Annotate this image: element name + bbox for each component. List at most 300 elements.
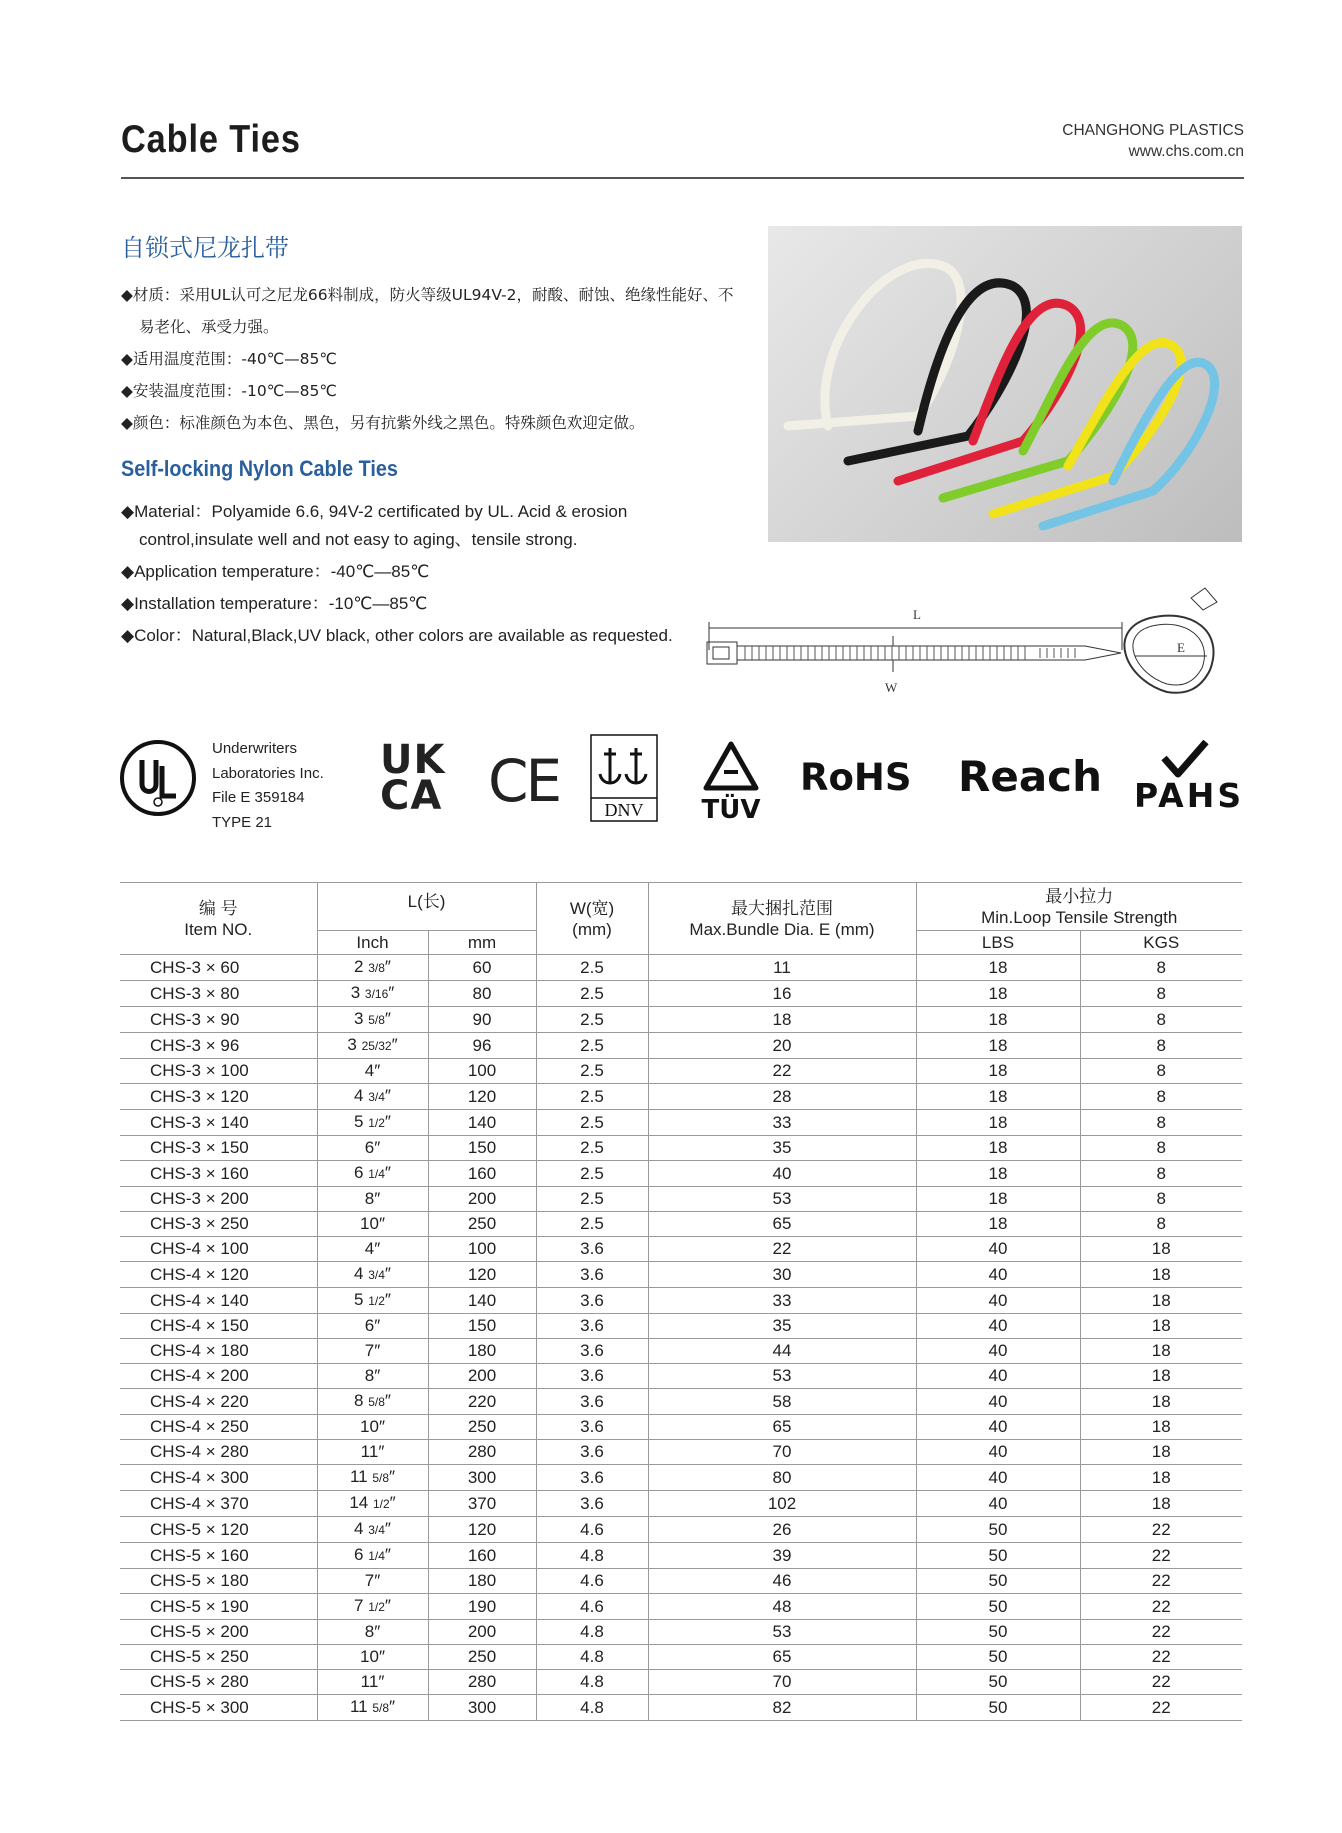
mm-cell: 100 bbox=[428, 1237, 536, 1262]
mm-cell: 160 bbox=[428, 1161, 536, 1187]
item-number-cell: CHS-5 × 160 bbox=[120, 1543, 317, 1569]
item-number-cell: CHS-4 × 180 bbox=[120, 1339, 317, 1364]
width-cell: 3.6 bbox=[536, 1364, 648, 1389]
item-number-cell: CHS-3 × 250 bbox=[120, 1212, 317, 1237]
mm-cell: 200 bbox=[428, 1187, 536, 1212]
tensile-header bbox=[916, 883, 1242, 931]
item-number-cell: CHS-4 × 140 bbox=[120, 1288, 317, 1314]
item-number-cell: CHS-4 × 150 bbox=[120, 1314, 317, 1339]
item-number-cell: CHS-4 × 200 bbox=[120, 1364, 317, 1389]
mm-cell: 300 bbox=[428, 1465, 536, 1491]
bundle-dia-cell: 33 bbox=[648, 1288, 916, 1314]
inch-cell: 3 25/32″ bbox=[317, 1033, 428, 1059]
item-number-cell: CHS-5 × 300 bbox=[120, 1695, 317, 1721]
width-cell: 3.6 bbox=[536, 1314, 648, 1339]
mm-cell: 140 bbox=[428, 1110, 536, 1136]
mm-cell: 190 bbox=[428, 1594, 536, 1620]
mm-cell: 180 bbox=[428, 1569, 536, 1594]
lbs-cell: 50 bbox=[916, 1594, 1080, 1620]
spec-table bbox=[120, 882, 1242, 1721]
mm-cell: 200 bbox=[428, 1620, 536, 1645]
bundle-dia-cell: 48 bbox=[648, 1594, 916, 1620]
width-cell: 2.5 bbox=[536, 955, 648, 981]
inch-cell: 5 1/2″ bbox=[317, 1110, 428, 1136]
inch-whole: 7 bbox=[354, 1596, 364, 1615]
dnv-text: DNV bbox=[604, 800, 644, 820]
width-cell: 3.6 bbox=[536, 1237, 648, 1262]
kgs-cell: 8 bbox=[1080, 1161, 1242, 1187]
inch-whole: 6 bbox=[354, 1545, 364, 1564]
width-cell: 2.5 bbox=[536, 1212, 648, 1237]
bundle-dia-cell: 102 bbox=[648, 1491, 916, 1517]
mm-cell: 80 bbox=[428, 981, 536, 1007]
kgs-cell: 18 bbox=[1080, 1314, 1242, 1339]
table-header-row bbox=[120, 883, 1242, 931]
inch-cell: 11 5/8″ bbox=[317, 1465, 428, 1491]
bundle-dia-cell: 40 bbox=[648, 1161, 916, 1187]
inch-fraction: 5/8 bbox=[368, 1013, 385, 1027]
bundle-dia-cell: 35 bbox=[648, 1314, 916, 1339]
item-number-cell: CHS-5 × 200 bbox=[120, 1620, 317, 1645]
width-header bbox=[536, 883, 648, 955]
inch-fraction: 1/2 bbox=[368, 1294, 385, 1308]
item-number-cell: CHS-5 × 280 bbox=[120, 1670, 317, 1695]
table-row bbox=[120, 1543, 1242, 1569]
item-number-cell: CHS-3 × 100 bbox=[120, 1059, 317, 1084]
mm-cell: 150 bbox=[428, 1314, 536, 1339]
pahs-logo bbox=[1134, 740, 1246, 819]
mm-cell: 100 bbox=[428, 1059, 536, 1084]
item-number-cell: CHS-5 × 180 bbox=[120, 1569, 317, 1594]
inch-cell: 4″ bbox=[317, 1059, 428, 1084]
ul-line: TYPE 21 bbox=[212, 813, 273, 831]
table-row bbox=[120, 1033, 1242, 1059]
inch-cell: 5 1/2″ bbox=[317, 1288, 428, 1314]
bundle-dia-cell: 26 bbox=[648, 1517, 916, 1543]
tuv-text: TÜV bbox=[701, 795, 761, 822]
inch-cell: 2 3/8″ bbox=[317, 955, 428, 981]
kgs-cell: 22 bbox=[1080, 1517, 1242, 1543]
width-cell: 3.6 bbox=[536, 1491, 648, 1517]
inch-whole: 10 bbox=[360, 1647, 379, 1666]
width-cell: 4.6 bbox=[536, 1594, 648, 1620]
lbs-cell: 50 bbox=[916, 1620, 1080, 1645]
width-cell: 2.5 bbox=[536, 1110, 648, 1136]
table-row bbox=[120, 1262, 1242, 1288]
table-row bbox=[120, 1695, 1242, 1721]
lbs-cell: 50 bbox=[916, 1569, 1080, 1594]
width-cell: 3.6 bbox=[536, 1440, 648, 1465]
item-number-cell: CHS-3 × 160 bbox=[120, 1161, 317, 1187]
item-number-cell: CHS-3 × 96 bbox=[120, 1033, 317, 1059]
inch-cell: 8 5/8″ bbox=[317, 1389, 428, 1415]
bundle-dia-cell: 53 bbox=[648, 1364, 916, 1389]
bundle-dia-cell: 82 bbox=[648, 1695, 916, 1721]
inch-fraction: 3/4 bbox=[368, 1523, 385, 1537]
inch-fraction: 1/2 bbox=[372, 1497, 390, 1511]
width-cell: 3.6 bbox=[536, 1465, 648, 1491]
width-cell: 4.6 bbox=[536, 1517, 648, 1543]
mm-cell: 280 bbox=[428, 1670, 536, 1695]
bundle-dia-cell: 80 bbox=[648, 1465, 916, 1491]
table-row bbox=[120, 1569, 1242, 1594]
inch-cell: 7″ bbox=[317, 1339, 428, 1364]
inch-header: Inch bbox=[317, 931, 428, 955]
chinese-heading: 自锁式尼龙扎带 bbox=[121, 234, 289, 262]
tensile-header-cn: 最小拉力 bbox=[1045, 886, 1114, 906]
inch-whole: 5 bbox=[354, 1290, 364, 1309]
bundle-label: E bbox=[1177, 640, 1185, 655]
inch-cell: 8″ bbox=[317, 1364, 428, 1389]
lbs-cell: 18 bbox=[916, 1136, 1080, 1161]
inch-whole: 3 bbox=[347, 1035, 357, 1054]
inch-cell: 7″ bbox=[317, 1569, 428, 1594]
bundle-dia-cell: 39 bbox=[648, 1543, 916, 1569]
inch-cell: 7 1/2″ bbox=[317, 1594, 428, 1620]
table-row bbox=[120, 1110, 1242, 1136]
width-cell: 4.8 bbox=[536, 1645, 648, 1670]
ul-logo bbox=[118, 738, 198, 823]
inch-cell: 6 1/4″ bbox=[317, 1543, 428, 1569]
inch-whole: 8 bbox=[364, 1366, 375, 1385]
chinese-feature-item: ◆材质：采用UL认可之尼龙66料制成，防火等级UL94V-2，耐酸、耐蚀、绝缘性能好、不易老化、承受力强。 bbox=[121, 286, 734, 336]
width-cell: 2.5 bbox=[536, 1007, 648, 1033]
inch-cell: 11″ bbox=[317, 1440, 428, 1465]
bundle-header-cn: 最大捆扎范围 bbox=[731, 898, 833, 918]
bundle-dia-cell: 53 bbox=[648, 1187, 916, 1212]
inch-whole: 4 bbox=[364, 1239, 375, 1258]
item-number-cell: CHS-5 × 190 bbox=[120, 1594, 317, 1620]
inch-whole: 8 bbox=[354, 1391, 364, 1410]
reach-logo: Reach bbox=[958, 752, 1102, 801]
mm-cell: 280 bbox=[428, 1440, 536, 1465]
lbs-cell: 40 bbox=[916, 1415, 1080, 1440]
table-body bbox=[120, 955, 1242, 1721]
lbs-cell: 50 bbox=[916, 1645, 1080, 1670]
inch-cell: 11″ bbox=[317, 1670, 428, 1695]
mm-header: mm bbox=[428, 931, 536, 955]
bundle-dia-cell: 35 bbox=[648, 1136, 916, 1161]
width-cell: 3.6 bbox=[536, 1339, 648, 1364]
inch-fraction: 1/2 bbox=[368, 1600, 385, 1614]
table-row bbox=[120, 1670, 1242, 1695]
inch-cell: 14 1/2″ bbox=[317, 1491, 428, 1517]
inch-whole: 11 bbox=[360, 1672, 379, 1691]
lbs-cell: 18 bbox=[916, 1084, 1080, 1110]
bundle-dia-cell: 28 bbox=[648, 1084, 916, 1110]
ukca-top-text: UK bbox=[380, 737, 446, 783]
kgs-cell: 18 bbox=[1080, 1262, 1242, 1288]
inch-whole: 10 bbox=[360, 1214, 379, 1233]
width-cell: 2.5 bbox=[536, 1161, 648, 1187]
table-row bbox=[120, 1161, 1242, 1187]
bundle-dia-cell: 58 bbox=[648, 1389, 916, 1415]
width-cell: 3.6 bbox=[536, 1389, 648, 1415]
inch-fraction: 3/4 bbox=[368, 1090, 385, 1104]
kgs-cell: 18 bbox=[1080, 1339, 1242, 1364]
bundle-header bbox=[648, 883, 916, 955]
inch-fraction: 3/8 bbox=[368, 961, 385, 975]
inch-whole: 11 bbox=[349, 1697, 368, 1716]
lbs-cell: 40 bbox=[916, 1364, 1080, 1389]
mm-cell: 120 bbox=[428, 1084, 536, 1110]
kgs-cell: 8 bbox=[1080, 1059, 1242, 1084]
lbs-cell: 40 bbox=[916, 1339, 1080, 1364]
mm-cell: 180 bbox=[428, 1339, 536, 1364]
table-row bbox=[120, 1645, 1242, 1670]
table-row bbox=[120, 1517, 1242, 1543]
item-number-cell: CHS-5 × 120 bbox=[120, 1517, 317, 1543]
kgs-cell: 8 bbox=[1080, 1187, 1242, 1212]
english-feature-item: ◆Material：Polyamide 6.6, 94V-2 certificated by UL. Acid & erosion control,insulate well and not easy to aging、tensile strong. bbox=[121, 502, 628, 549]
table-row bbox=[120, 1594, 1242, 1620]
mm-cell: 250 bbox=[428, 1212, 536, 1237]
item-number-cell: CHS-4 × 300 bbox=[120, 1465, 317, 1491]
inch-fraction: 1/2 bbox=[368, 1116, 385, 1130]
bundle-dia-cell: 20 bbox=[648, 1033, 916, 1059]
inch-whole: 7 bbox=[364, 1341, 375, 1360]
table-row bbox=[120, 1288, 1242, 1314]
mm-cell: 220 bbox=[428, 1389, 536, 1415]
kgs-cell: 18 bbox=[1080, 1288, 1242, 1314]
kgs-cell: 22 bbox=[1080, 1620, 1242, 1645]
lbs-cell: 18 bbox=[916, 1187, 1080, 1212]
inch-whole: 6 bbox=[354, 1163, 364, 1182]
pahs-text: PAHS bbox=[1134, 776, 1245, 815]
lbs-cell: 18 bbox=[916, 1007, 1080, 1033]
lbs-cell: 40 bbox=[916, 1288, 1080, 1314]
lbs-cell: 50 bbox=[916, 1670, 1080, 1695]
lbs-cell: 18 bbox=[916, 1110, 1080, 1136]
inch-cell: 4″ bbox=[317, 1237, 428, 1262]
product-photo bbox=[768, 226, 1242, 542]
kgs-cell: 8 bbox=[1080, 1007, 1242, 1033]
mm-cell: 140 bbox=[428, 1288, 536, 1314]
width-header-unit: (mm) bbox=[572, 919, 612, 939]
kgs-cell: 18 bbox=[1080, 1465, 1242, 1491]
english-feature-list bbox=[121, 498, 721, 654]
cable-tie-diagram bbox=[705, 580, 1255, 710]
inch-cell: 3 5/8″ bbox=[317, 1007, 428, 1033]
kgs-cell: 8 bbox=[1080, 1110, 1242, 1136]
inch-whole: 4 bbox=[354, 1086, 364, 1105]
bundle-dia-cell: 22 bbox=[648, 1237, 916, 1262]
dimension-drawing bbox=[705, 580, 1255, 710]
item-number-cell: CHS-4 × 370 bbox=[120, 1491, 317, 1517]
mm-cell: 96 bbox=[428, 1033, 536, 1059]
mm-cell: 250 bbox=[428, 1415, 536, 1440]
header-rule bbox=[121, 177, 1244, 179]
english-feature-item: ◆Installation temperature：-10℃—85℃ bbox=[121, 594, 428, 613]
width-cell: 2.5 bbox=[536, 981, 648, 1007]
inch-whole: 11 bbox=[360, 1442, 379, 1461]
bundle-dia-cell: 18 bbox=[648, 1007, 916, 1033]
width-cell: 4.8 bbox=[536, 1670, 648, 1695]
inch-whole: 3 bbox=[354, 1009, 364, 1028]
width-cell: 4.8 bbox=[536, 1543, 648, 1569]
table-row bbox=[120, 1314, 1242, 1339]
mm-cell: 60 bbox=[428, 955, 536, 981]
lbs-cell: 40 bbox=[916, 1465, 1080, 1491]
width-cell: 4.6 bbox=[536, 1569, 648, 1594]
width-header-cn: W(宽) bbox=[569, 898, 615, 918]
english-heading: Self-locking Nylon Cable Ties bbox=[121, 456, 398, 481]
inch-whole: 3 bbox=[350, 983, 361, 1002]
inch-whole: 4 bbox=[354, 1264, 364, 1283]
lbs-cell: 18 bbox=[916, 1212, 1080, 1237]
inch-fraction: 1/4 bbox=[368, 1549, 385, 1563]
bundle-dia-cell: 70 bbox=[648, 1670, 916, 1695]
lbs-cell: 40 bbox=[916, 1262, 1080, 1288]
bundle-dia-cell: 44 bbox=[648, 1339, 916, 1364]
bundle-dia-cell: 16 bbox=[648, 981, 916, 1007]
bundle-dia-cell: 70 bbox=[648, 1440, 916, 1465]
table-row bbox=[120, 1084, 1242, 1110]
kgs-cell: 18 bbox=[1080, 1237, 1242, 1262]
table-row bbox=[120, 1212, 1242, 1237]
ukca-bottom-text: CA bbox=[380, 773, 443, 819]
inch-whole: 8 bbox=[364, 1622, 375, 1641]
lbs-cell: 18 bbox=[916, 1161, 1080, 1187]
width-cell: 2.5 bbox=[536, 1187, 648, 1212]
kgs-cell: 22 bbox=[1080, 1695, 1242, 1721]
ul-line: Underwriters bbox=[212, 740, 298, 757]
bundle-dia-cell: 46 bbox=[648, 1569, 916, 1594]
table-row bbox=[120, 1136, 1242, 1161]
bundle-dia-cell: 65 bbox=[648, 1645, 916, 1670]
item-number-cell: CHS-3 × 80 bbox=[120, 981, 317, 1007]
lbs-cell: 18 bbox=[916, 1059, 1080, 1084]
width-cell: 2.5 bbox=[536, 1033, 648, 1059]
kgs-cell: 8 bbox=[1080, 1084, 1242, 1110]
inch-cell: 8″ bbox=[317, 1187, 428, 1212]
width-cell: 4.8 bbox=[536, 1620, 648, 1645]
inch-whole: 10 bbox=[360, 1417, 379, 1436]
item-header-en: Item NO. bbox=[184, 919, 253, 939]
inch-fraction: 5/8 bbox=[372, 1701, 390, 1715]
item-number-cell: CHS-3 × 150 bbox=[120, 1136, 317, 1161]
table-row bbox=[120, 981, 1242, 1007]
lbs-cell: 40 bbox=[916, 1491, 1080, 1517]
inch-whole: 11 bbox=[349, 1467, 368, 1486]
kgs-cell: 22 bbox=[1080, 1645, 1242, 1670]
inch-cell: 6″ bbox=[317, 1314, 428, 1339]
inch-cell: 3 3/16″ bbox=[317, 981, 428, 1007]
mm-cell: 370 bbox=[428, 1491, 536, 1517]
inch-whole: 7 bbox=[364, 1571, 375, 1590]
bundle-dia-cell: 65 bbox=[648, 1415, 916, 1440]
item-number-cell: CHS-3 × 140 bbox=[120, 1110, 317, 1136]
inch-whole: 14 bbox=[349, 1493, 369, 1512]
tuv-triangle-icon bbox=[696, 738, 766, 822]
kgs-cell: 22 bbox=[1080, 1569, 1242, 1594]
kgs-cell: 18 bbox=[1080, 1389, 1242, 1415]
kgs-cell: 18 bbox=[1080, 1364, 1242, 1389]
lbs-cell: 50 bbox=[916, 1695, 1080, 1721]
ukca-logo bbox=[380, 737, 446, 819]
length-label: L bbox=[913, 607, 921, 622]
lbs-cell: 40 bbox=[916, 1440, 1080, 1465]
width-cell: 4.8 bbox=[536, 1695, 648, 1721]
inch-fraction: 1/4 bbox=[368, 1167, 385, 1181]
brand-block bbox=[1062, 120, 1244, 162]
cable-ties-illustration bbox=[768, 226, 1242, 542]
kgs-cell: 22 bbox=[1080, 1670, 1242, 1695]
lbs-cell: 18 bbox=[916, 981, 1080, 1007]
kgs-cell: 22 bbox=[1080, 1543, 1242, 1569]
kgs-cell: 8 bbox=[1080, 1033, 1242, 1059]
chinese-feature-item: ◆安装温度范围：-10℃—85℃ bbox=[121, 382, 337, 400]
chinese-feature-item: ◆颜色：标准颜色为本色、黑色，另有抗紫外线之黑色。特殊颜色欢迎定做。 bbox=[121, 414, 645, 432]
bundle-dia-cell: 53 bbox=[648, 1620, 916, 1645]
inch-fraction: 3/4 bbox=[368, 1268, 385, 1282]
bundle-dia-cell: 30 bbox=[648, 1262, 916, 1288]
width-cell: 3.6 bbox=[536, 1262, 648, 1288]
inch-whole: 2 bbox=[354, 957, 364, 976]
ul-details bbox=[212, 737, 324, 835]
inch-fraction: 5/8 bbox=[372, 1471, 390, 1485]
tensile-header-en: Min.Loop Tensile Strength bbox=[981, 907, 1178, 927]
inch-whole: 4 bbox=[354, 1519, 364, 1538]
kgs-cell: 8 bbox=[1080, 981, 1242, 1007]
ce-logo bbox=[488, 747, 560, 815]
kgs-cell: 8 bbox=[1080, 1136, 1242, 1161]
ul-line: Laboratories Inc. bbox=[212, 764, 324, 782]
mm-cell: 200 bbox=[428, 1364, 536, 1389]
inch-cell: 8″ bbox=[317, 1620, 428, 1645]
mm-cell: 250 bbox=[428, 1645, 536, 1670]
inch-whole: 6 bbox=[364, 1316, 375, 1335]
mm-cell: 90 bbox=[428, 1007, 536, 1033]
dnv-logo bbox=[590, 734, 658, 827]
mm-cell: 150 bbox=[428, 1136, 536, 1161]
table-row bbox=[120, 1440, 1242, 1465]
table-row bbox=[120, 1491, 1242, 1517]
kgs-cell: 18 bbox=[1080, 1415, 1242, 1440]
table-row bbox=[120, 1364, 1242, 1389]
inch-whole: 6 bbox=[364, 1138, 375, 1157]
inch-cell: 4 3/4″ bbox=[317, 1084, 428, 1110]
lbs-cell: 18 bbox=[916, 955, 1080, 981]
bundle-dia-cell: 11 bbox=[648, 955, 916, 981]
english-feature-item: ◆Application temperature：-40℃—85℃ bbox=[121, 562, 430, 581]
lbs-cell: 50 bbox=[916, 1517, 1080, 1543]
table-row bbox=[120, 1415, 1242, 1440]
page-title: Cable Ties bbox=[121, 118, 301, 161]
inch-cell: 6 1/4″ bbox=[317, 1161, 428, 1187]
kgs-header: KGS bbox=[1080, 931, 1242, 955]
company-website: www.chs.com.cn bbox=[1128, 143, 1244, 160]
inch-cell: 10″ bbox=[317, 1415, 428, 1440]
length-header: L(长) bbox=[317, 883, 536, 931]
inch-cell: 4 3/4″ bbox=[317, 1517, 428, 1543]
ul-line: File E 359184 bbox=[212, 789, 305, 806]
width-cell: 3.6 bbox=[536, 1288, 648, 1314]
table-row bbox=[120, 1237, 1242, 1262]
inch-cell: 10″ bbox=[317, 1212, 428, 1237]
table-row bbox=[120, 1187, 1242, 1212]
table-row bbox=[120, 1620, 1242, 1645]
inch-cell: 11 5/8″ bbox=[317, 1695, 428, 1721]
item-number-cell: CHS-4 × 100 bbox=[120, 1237, 317, 1262]
inch-fraction: 25/32 bbox=[361, 1039, 392, 1053]
tuv-logo bbox=[696, 738, 766, 827]
ul-mark-icon bbox=[118, 738, 198, 818]
width-cell: 2.5 bbox=[536, 1136, 648, 1161]
inch-cell: 10″ bbox=[317, 1645, 428, 1670]
chinese-feature-list bbox=[121, 279, 741, 439]
lbs-cell: 40 bbox=[916, 1237, 1080, 1262]
